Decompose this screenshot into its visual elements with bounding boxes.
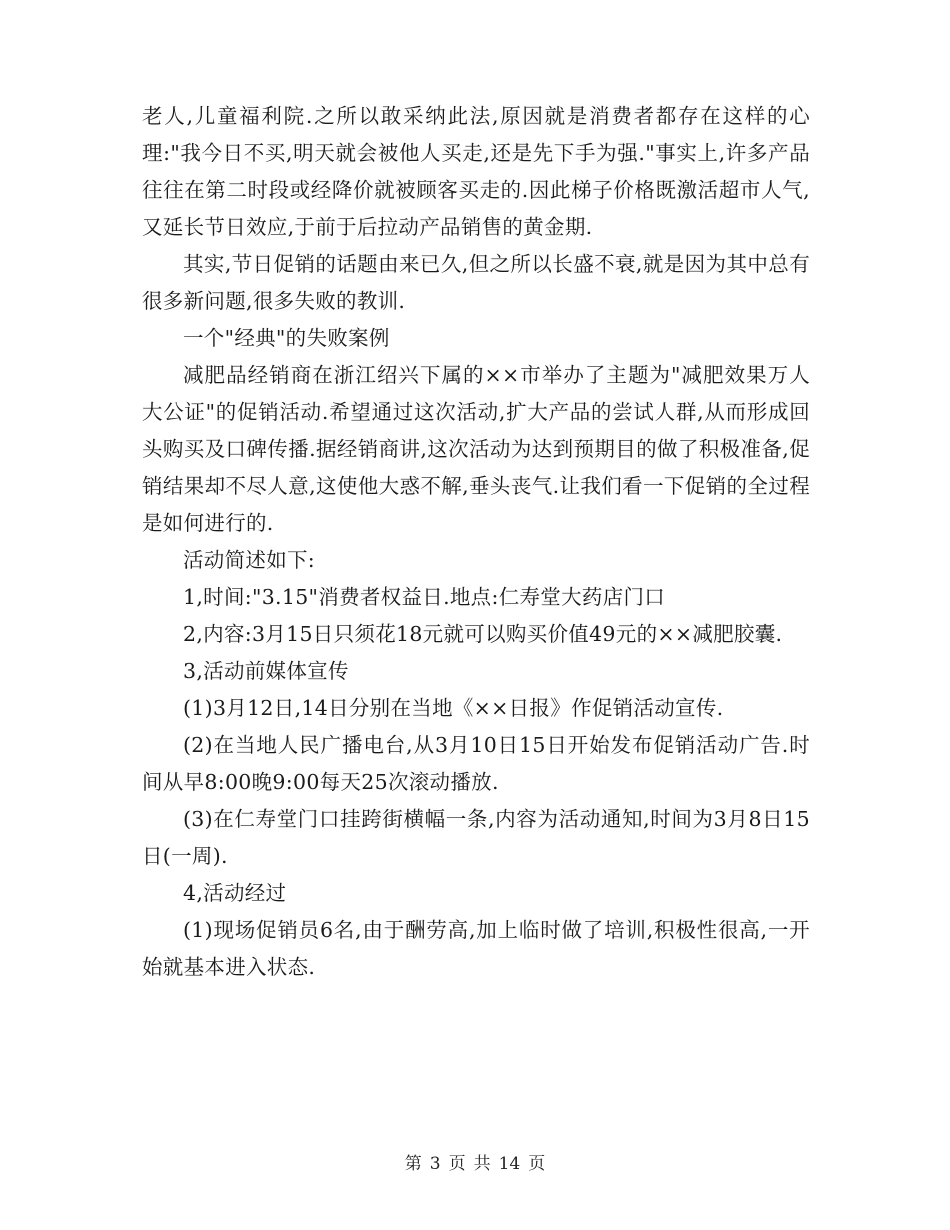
footer-page-word: 页 [448,1154,466,1174]
document-body [142,98,810,986]
list-item-2: 2,内容:3月15日只须花18元就可以购买价值49元的××减肥胶囊. [183,622,783,646]
paragraph-2: 其实,节日促销的话题由来已久,但之所以长盛不衰,就是因为其中总有很多新问题,很多失败的教训. [142,252,810,313]
paragraph-1: 老人,儿童福利院.之所以敢采纳此法,原因就是消费者都存在这样的心理:"我今日不买,明天就会被他人买走,还是先下手为强."事实上,许多产品往往在第二时段或经降价就被顾客买走的.因此梯子价格既激活超市人气,又延长节日效应,于前于后拉动产品销售的黄金期. [142,104,810,239]
section-heading: 一个"经典"的失败案例 [183,326,390,350]
footer-suffix: 页 [528,1154,546,1174]
footer-total-prefix: 共 [473,1154,491,1174]
page-footer [0,1154,950,1174]
paragraph-4: 减肥品经销商在浙江绍兴下属的××市举办了主题为"减肥效果万人大公证"的促销活动.希望通过这次活动,扩大产品的尝试人群,从而形成回头购买及口碑传播.据经销商讲,这次活动为达到预期目的做了积极准备,促销结果却不尽人意,这使他大惑不解,垂头丧气.让我们看一下促销的全过程是如何进行的. [142,363,810,535]
list-item-4: 4,活动经过 [183,881,287,905]
sub-item-3-2: (2)在当地人民广播电台,从3月10日15日开始发布促销活动广告.时间从早8:00晚9:00每天25次滚动播放. [142,733,810,794]
list-item-3: 3,活动前媒体宣传 [183,659,349,683]
sub-item-4-1: (1)现场促销员6名,由于酬劳高,加上临时做了培训,积极性很高,一开始就基本进入状态. [142,918,810,979]
total-pages-number: 14 [498,1154,521,1174]
footer-prefix: 第 [404,1154,422,1174]
paragraph-5: 活动简述如下: [183,548,316,572]
list-item-1: 1,时间:"3.15"消费者权益日.地点:仁寿堂大药店门口 [183,585,666,609]
current-page-number: 3 [429,1154,441,1174]
sub-item-3-1: (1)3月12日,14日分别在当地《××日报》作促销活动宣传. [183,696,724,720]
sub-item-3-3: (3)在仁寿堂门口挂跨街横幅一条,内容为活动通知,时间为3月8日15日(一周). [142,807,810,868]
